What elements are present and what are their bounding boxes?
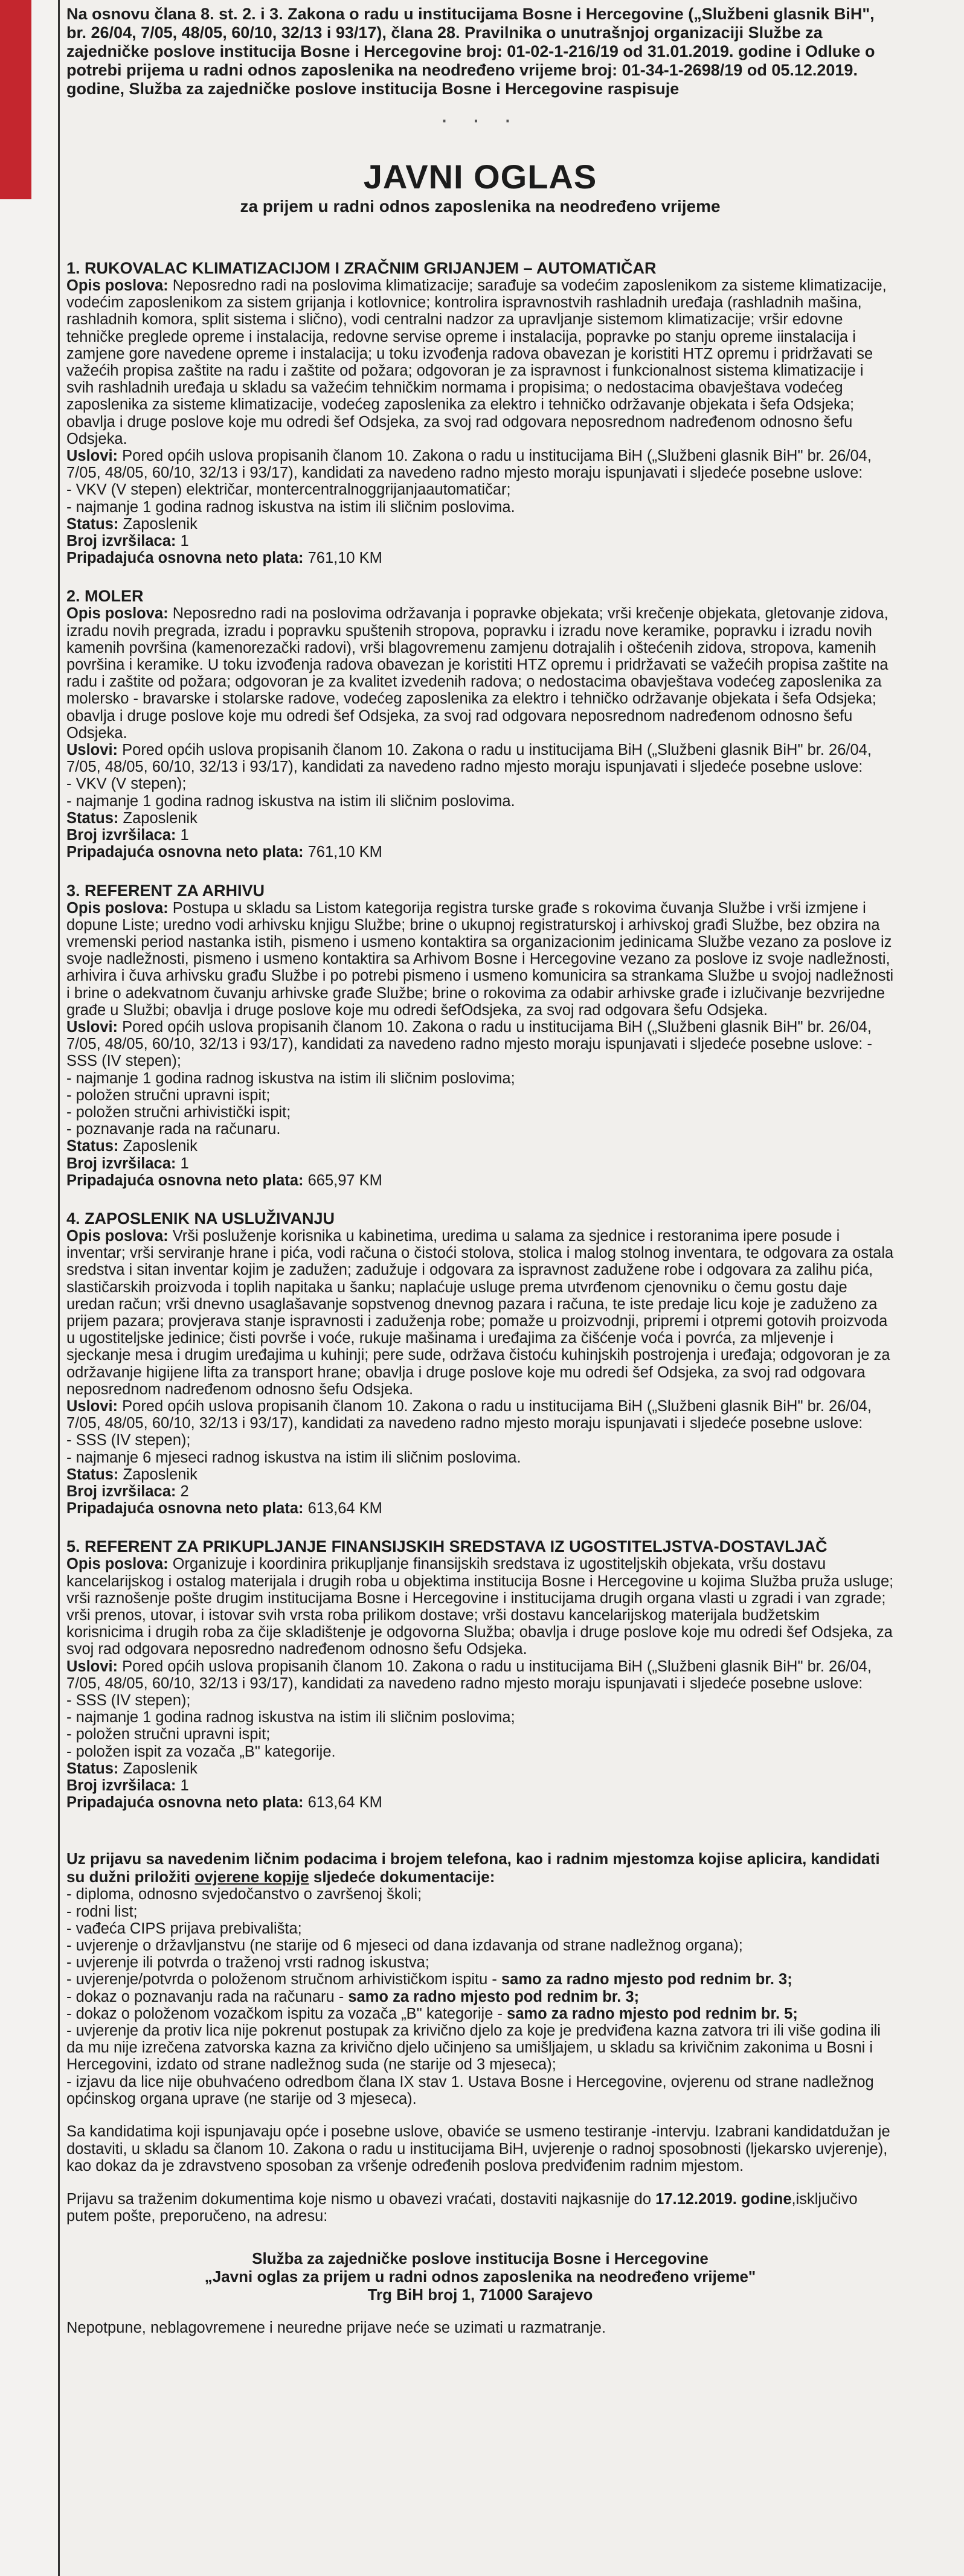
document-text: - izjavu da lice nije obuhvaćeno odredbom člana IX stav 1. Ustava Bosne i Hercegovine, ovjerenu od strane nadležnog općinskog organa uprave (ne starije od 3 mjeseca).: [66, 2073, 874, 2107]
document-text: - dokaz o poznavanju rada na računaru -: [66, 1988, 349, 2005]
requirement-item: - najmanje 1 godina radnog iskustva na istim ili sličnim poslovima.: [66, 498, 515, 516]
deadline-date: 17.12.2019. godine: [655, 2190, 792, 2208]
ad-content: [66, 5, 894, 2571]
requirements-text: Pored općih uslova propisanih članom 10. Zakona o radu u institucijama BiH („Službeni glasnik BiH" br. 26/04, 7/05, 48/05, 60/10, 32/13 i 93/17), kandidati za navedeno radno mjesto moraju ispunjavati i sljedeće posebne uslove: - SSS (IV stepen);: [66, 1018, 872, 1070]
document-text: - vađeća CIPS prijava prebivališta;: [66, 1920, 302, 1937]
headcount-line: [66, 1777, 894, 1794]
requirements-intro: [66, 447, 894, 481]
position-title: 4. ZAPOSLENIK NA USLUŽIVANJU: [66, 1209, 335, 1228]
document-item: [66, 1886, 894, 1903]
net-salary-line: [66, 844, 894, 860]
headcount-value: 2: [180, 1483, 189, 1500]
document-text: - uvjerenje o državljanstvu (ne starije od 6 mjeseci od dana izdavanja od strane nadležnog organa);: [66, 1937, 743, 1955]
net-salary-line: [66, 1500, 894, 1517]
certified-copies-underline: ovjerene kopije: [194, 1868, 309, 1886]
address-line: Služba za zajedničke poslove institucija Bosne i Hercegovine: [252, 2249, 709, 2267]
requirements-intro: [66, 1658, 894, 1692]
description-text: Postupa u skladu sa Listom kategorija registra turske građe s rokovima čuvanja Službe i vrši izmjene i dopune Liste; uredno vodi arhivsku knjigu Službe; brine o ukupnoj registraturskoj i arhivskoj građi Službe, bez obzira na vremenski period nastanka istih, pismeno i usmeno kontaktira sa organizacionim jedinicama Službe vezano za poslove iz svoje nadležnosti, pismeno i usmeno kontaktira sa Arhivom Bosne i Hercegovine vezano za poslove iz svoje nadležnosti, arhivira i čuva arhivsku građu Službe i po potrebi pismeno i usmeno komunicira sa strankama Službe u svojoj nadležnosti i brine o adekvatnom čuvanju arhivske građe Službe; brine o rokovima za odabir arhivske građe i izlučivanje bezvrijedne građe u Službi; obavlja i druge poslove koje mu odredi šefOdsjeka, za svoj rad odgovara šefu Odsjeka.: [66, 899, 894, 1019]
description-label: Opis poslova:: [66, 1556, 169, 1573]
job-description: [66, 605, 894, 742]
requirement-item: - VKV (V stepen);: [66, 775, 187, 793]
headcount-line: [66, 1483, 894, 1500]
status-label: Status:: [66, 1138, 119, 1155]
documents-intro: Uz prijavu sa navedenim ličnim podacima i brojem telefona, kao i radnim mjestomza kojise aplicira, kandidati su dužni priložiti ovjerene kopije sljedeće dokumentacije:: [66, 1850, 880, 1886]
requirement-item: - položen stručni upravni ispit;: [66, 1726, 271, 1743]
position-title: 2. MOLER: [66, 587, 144, 606]
requirements-label: Uslovi:: [66, 742, 118, 759]
job-position: [66, 1537, 894, 1811]
requirements-intro: [66, 1398, 894, 1432]
closing-deadline: Prijavu sa traženim dokumentima koje nismo u obavezi vraćati, dostaviti najkasnije do 17.12.2019. godine,isključivo putem pošte, preporučeno, na adresu:: [66, 2190, 858, 2225]
requirement-item: - položen stručni upravni ispit;: [66, 1086, 271, 1104]
requirements-label: Uslovi:: [66, 447, 118, 465]
status-value: Zaposlenik: [123, 515, 198, 533]
document-condition: samo za radno mjesto pod rednim br. 3;: [501, 1971, 792, 1988]
document-text: - uvjerenje/potvrda o položenom stručnom arhivističkom ispitu -: [66, 1971, 501, 1988]
headcount-line: [66, 533, 894, 549]
status-value: Zaposlenik: [123, 809, 198, 827]
job-position: [66, 1210, 894, 1517]
requirement-item: - najmanje 1 godina radnog iskustva na istim ili sličnim poslovima;: [66, 1069, 515, 1087]
headcount-label: Broj izvršilaca:: [66, 827, 176, 844]
net-salary-label: Pripadajuća osnovna neto plata:: [66, 549, 304, 567]
requirements-label: Uslovi:: [66, 1018, 118, 1036]
red-margin-strip: [0, 0, 31, 199]
separator-dots: · · ·: [440, 106, 521, 133]
documents-list: [66, 1886, 894, 2107]
document-item: [66, 1971, 894, 1988]
net-salary-value: 761,10 KM: [307, 844, 382, 861]
headcount-label: Broj izvršilaca:: [66, 1777, 176, 1795]
requirement-item: - SSS (IV stepen);: [66, 1692, 191, 1709]
net-salary-line: [66, 1794, 894, 1811]
requirements-text: Pored općih uslova propisanih članom 10. Zakona o radu u institucijama BiH („Službeni glasnik BiH" br. 26/04, 7/05, 48/05, 60/10, 32/13 i 93/17), kandidati za navedeno radno mjesto moraju ispunjavati i sljedeće posebne uslove:: [66, 1397, 872, 1432]
requirement-item: - poznavanje rada na računaru.: [66, 1121, 281, 1138]
requirement-item: - najmanje 6 mjeseci radnog iskustva na istim ili sličnim poslovima.: [66, 1449, 521, 1466]
net-salary-label: Pripadajuća osnovna neto plata:: [66, 1171, 304, 1189]
net-salary-value: 613,64 KM: [307, 1794, 382, 1812]
document-text: - uvjerenje ili potvrda o traženoj vrsti radnog iskustva;: [66, 1954, 429, 1972]
position-title: 1. RUKOVALAC KLIMATIZACIJOM I ZRAČNIM GRIJANJEM – AUTOMATIČAR: [66, 259, 657, 277]
document-item: [66, 1954, 894, 1971]
document-text: - uvjerenje da protiv lica nije pokrenut postupak za krivično djelo za koje je predviđena kazna zatvora tri ili više godina ili da mu nije izrečena zatvorska kazna za krivično djelo učinjeno sa umišljajem, u skladu sa krivičnim zakonima u Bosni i Hercegovini, izdato od strane nadležnog suda (ne starije od 3 mjeseca);: [66, 2022, 881, 2074]
job-position: [66, 882, 894, 1189]
requirements-label: Uslovi:: [66, 1397, 118, 1415]
requirement-item: - najmanje 1 godina radnog iskustva na istim ili sličnim poslovima.: [66, 792, 515, 810]
description-text: Vrši posluženje korisnika u kabinetima, uredima u salama za sjednice i restoranima ipere posude i inventar; vrši serviranje hrane i pića, vodi računa o čistoći stolova, stolica i malog stolnog inventara, te odgovara za ostala sredstva i sitan inventar kojim je zadužen; zadužuje i odgovara za ispravnost zadužene robe i odgovara za zalihu pića, slastičarskih proizvoda i toplih napitaka u šanku; naplaćuje usluge prema utvrđenom cjenovniku o čemu gostu daje uredan račun; vrši dnevno usaglašavanje sopstvenog dnevnog pazara i računa, te iste predaje licu koje je zaduženo za prijem pazara; provjerava stanje ispravnosti i zaduženja robe; pomaže u proizvodnji, pripremi i otpremi gotovih proizvoda u ugostiteljske jedinice; čisti površe i voće, rukuje mašinama i uređajima za čišćenje voća i povrća, za mljevenje i sjeckanje mesa i drugim uređajima u kuhinji; pere sude, održava čistoću kuhinjskih postrojenja i uređaja; odgovoran je za održavanje higijene lifta za transport hrane; obavlja i druge poslove koje mu odredi šef Odsjeka, za svoj rad odgovara neposrednom nadređenom odnosno šefu Odsjeka.: [66, 1227, 894, 1398]
document-item: [66, 2074, 894, 2107]
status-line: [66, 1760, 894, 1777]
position-title: 3. REFERENT ZA ARHIVU: [66, 881, 265, 900]
headcount-line: [66, 827, 894, 844]
status-label: Status:: [66, 809, 119, 827]
headcount-value: 1: [180, 1155, 189, 1172]
document-item: [66, 2005, 894, 2022]
requirements-intro: [66, 1019, 894, 1070]
job-description: [66, 1228, 894, 1398]
ad-subtitle: za prijem u radni odnos zaposlenika na neodređeno vrijeme: [240, 197, 721, 216]
job-position: [66, 587, 894, 860]
address-line: „Javni oglas za prijem u radni odnos zaposlenika na neodređeno vrijeme": [204, 2267, 756, 2286]
description-text: Neposredno radi na poslovima klimatizacije; sarađuje sa vodećim zaposlenikom za sisteme klimatizacije, vodećim zaposlenikom za sistem grijanja i kotlovnice; kontrolira ispravnostvih rashladnih uređaja (rashladnih mašina, rashladnih komora, split sistema i slično), vodi centralni nadzor za upravljanje sistemom klimatizacije; vršir edovne tehničke preglede opreme i instalacija, redovne servise opreme i instalacija, popravke po stanju opreme iinstalacija i zamjene gore navedene opreme i instalacija; u toku izvođenja radova obavezan je koristiti HTZ opremu i pridržavati se važećih propisa zaštite na radu i zaštite od požara; odgovoran je za ispravnost i funkcionalnost sistema klimatizacije i svih rashladnih uređaja u skladu sa važećim tehničkim normama i propisima; o nedostacima obavještava vodećeg zaposlenika za sisteme klimatizacije, vodećeg zaposlenika za elektro i tehničko održavanje objekata i šefa Odsjeka; obavlja i druge poslove koje mu odredi šef Odsjeka, za svoj rad odgovara neposrednom nadređenom odnosno šefu Odsjeka.: [66, 277, 887, 447]
documents-section: [66, 1850, 894, 2107]
job-position: [66, 259, 894, 566]
net-salary-line: [66, 549, 894, 566]
status-value: Zaposlenik: [123, 1760, 198, 1777]
requirement-item: - SSS (IV stepen);: [66, 1432, 191, 1449]
closing-interview: Sa kandidatima koji ispunjavaju opće i posebne uslove, obaviće se usmeno testiranje -intervju. Izabrani kandidatdužan je dostaviti, u skladu sa članom 10. Zakona o radu u institucijama BiH, uvjerenje o radnoj sposobnosti (ljekarsko uvjerenje), kao dokaz da je zdravstveno sposoban za vršenje određenih poslova predviđenim radnim mjestom.: [66, 2123, 890, 2175]
headcount-value: 1: [180, 533, 189, 550]
headcount-value: 1: [180, 1777, 189, 1795]
net-salary-line: [66, 1172, 894, 1189]
description-label: Opis poslova:: [66, 899, 169, 917]
status-label: Status:: [66, 515, 119, 533]
job-description: [66, 277, 894, 447]
status-line: [66, 516, 894, 533]
headcount-value: 1: [180, 827, 189, 844]
description-label: Opis poslova:: [66, 605, 169, 623]
description-text: Neposredno radi na poslovima održavanja i popravke objekata; vrši krečenje objekata, gletovanje zidova, izradu novih pregrada, izradu i popravku spuštenih stropova, popravku i izradu nove keramike, popravku i izradu novih kamenih površina (kamenorezački radovi), vrši blagovremenu zamjenu dotrajalih i oštećenih zidova, stropova, kamenih površina i keramike. U toku izvođenja radova obavezan je koristiti HTZ opremu i pridržavati se važećih propisa zaštite na radu i zaštite od požara; odgovoran je za kvalitet izvedenih radova; o nedostacima obavještava vodećeg zaposlenika za molersko - bravarske i stolarske radove, vodećeg zaposlenika za elektro i tehničko održavanje objekata i šefa Odsjeka; obavlja i druge poslove koje mu odredi šef Odsjeka, za svoj rad odgovara neposrednom nadređenom odnosno šefu Odsjeka.: [66, 605, 888, 742]
status-label: Status:: [66, 1466, 119, 1483]
positions-list: [66, 259, 894, 1811]
document-text: - dokaz o položenom vozačkom ispitu za vozača „B" kategorije -: [66, 2005, 507, 2022]
status-value: Zaposlenik: [123, 1466, 198, 1483]
document-item: [66, 1920, 894, 1937]
ad-title: JAVNI OGLAS: [363, 158, 597, 196]
mailing-address: [66, 2249, 894, 2304]
headcount-label: Broj izvršilaca:: [66, 1155, 176, 1172]
document-condition: samo za radno mjesto pod rednim br. 3;: [348, 1988, 640, 2005]
net-salary-value: 613,64 KM: [307, 1500, 382, 1517]
job-description: [66, 900, 894, 1019]
position-title: 5. REFERENT ZA PRIKUPLJANJE FINANSIJSKIH SREDSTAVA IZ UGOSTITELJSTVA-DOSTAVLJAČ: [66, 1537, 827, 1556]
requirements-intro: [66, 742, 894, 775]
address-line: Trg BiH broj 1, 71000 Sarajevo: [367, 2285, 593, 2304]
requirement-item: - položen ispit za vozača „B" kategorije.: [66, 1743, 336, 1760]
requirements-text: Pored općih uslova propisanih članom 10. Zakona o radu u institucijama BiH („Službeni glasnik BiH" br. 26/04, 7/05, 48/05, 60/10, 32/13 i 93/17), kandidati za navedeno radno mjesto moraju ispunjavati i sljedeće posebne uslove:: [66, 742, 872, 776]
status-label: Status:: [66, 1760, 119, 1777]
headcount-label: Broj izvršilaca:: [66, 533, 176, 550]
status-value: Zaposlenik: [123, 1138, 198, 1155]
document-item: [66, 1903, 894, 1920]
intro-paragraph: Na osnovu člana 8. st. 2. i 3. Zakona o radu u institucijama Bosne i Hercegovine („Službeni glasnik BiH", br. 26/04, 7/05, 48/05, 60/10, 32/13 i 93/17), člana 28. Pravilnika o unutrašnjoj organizaciji Službe za zajedničke poslove institucija Bosne i Hercegovine broj: 01-02-1-216/19 od 31.01.2019. godine i Odluke o potrebi prijema u radni odnos zaposlenika na neodređeno vrijeme broj: 01-34-1-2698/19 od 05.12.2019. godine, Služba za zajedničke poslove institucija Bosne i Hercegovine raspisuje: [66, 5, 875, 98]
status-line: [66, 1466, 894, 1483]
page-margin: [0, 0, 58, 2576]
document-item: [66, 1937, 894, 1954]
net-salary-label: Pripadajuća osnovna neto plata:: [66, 1794, 304, 1812]
status-line: [66, 810, 894, 827]
net-salary-value: 665,97 KM: [307, 1171, 382, 1189]
document-item: [66, 2022, 894, 2074]
document-text: - diploma, odnosno svjedočanstvo o završenoj školi;: [66, 1886, 422, 1903]
status-line: [66, 1138, 894, 1155]
column-rule: [58, 0, 60, 2576]
net-salary-value: 761,10 KM: [307, 549, 382, 567]
headcount-label: Broj izvršilaca:: [66, 1483, 176, 1500]
job-description: [66, 1556, 894, 1658]
requirement-item: - VKV (V stepen) električar, montercentralnoggrijanjaautomatičar;: [66, 481, 511, 499]
description-text: Organizuje i koordinira prikupljanje finansijskih sredstava iz ugostiteljskih objekata, vršu dostavu kancelarijskog i ostalog materijala i drugih roba u objektima institucija Bosne i Hercegovine u kojima Služba pruža usluge; vrši raznošenje pošte drugim institucijama Bosne i Hercegovine i institucijama drugih organa vlasti u zgradi i van zgrade; vrši prenos, utovar, i istovar svih vrsta roba prilikom dostave; vrši dostavu kancelarijskog materijala budžetskim korisnicima i drugih roba za čije skladištenje je odgovorna Služba; obavlja i druge poslove koje mu odredi šef Odsjeka, za svoj rad odgovara neposredno nadređenom odnosno šefu Odsjeka.: [66, 1556, 894, 1658]
requirement-item: - najmanje 1 godina radnog iskustva na istim ili sličnim poslovima;: [66, 1709, 515, 1726]
net-salary-label: Pripadajuća osnovna neto plata:: [66, 1500, 304, 1517]
final-note: Nepotpune, neblagovremene i neuredne prijave neće se uzimati u razmatranje.: [66, 2319, 606, 2336]
requirements-text: Pored općih uslova propisanih članom 10. Zakona o radu u institucijama BiH („Službeni glasnik BiH" br. 26/04, 7/05, 48/05, 60/10, 32/13 i 93/17), kandidati za navedeno radno mjesto moraju ispunjavati i sljedeće posebne uslove:: [66, 1658, 872, 1692]
document-item: [66, 1988, 894, 2005]
document-text: - rodni list;: [66, 1903, 138, 1920]
net-salary-label: Pripadajuća osnovna neto plata:: [66, 844, 304, 861]
requirements-text: Pored općih uslova propisanih članom 10. Zakona o radu u institucijama BiH („Službeni glasnik BiH" br. 26/04, 7/05, 48/05, 60/10, 32/13 i 93/17), kandidati za navedeno radno mjesto moraju ispunjavati i sljedeće posebne uslove:: [66, 447, 872, 482]
description-label: Opis poslova:: [66, 1227, 169, 1245]
headcount-line: [66, 1155, 894, 1172]
document-condition: samo za radno mjesto pod rednim br. 5;: [507, 2005, 798, 2022]
requirement-item: - položen stručni arhivistički ispit;: [66, 1103, 291, 1121]
requirements-label: Uslovi:: [66, 1658, 118, 1675]
description-label: Opis poslova:: [66, 277, 169, 294]
